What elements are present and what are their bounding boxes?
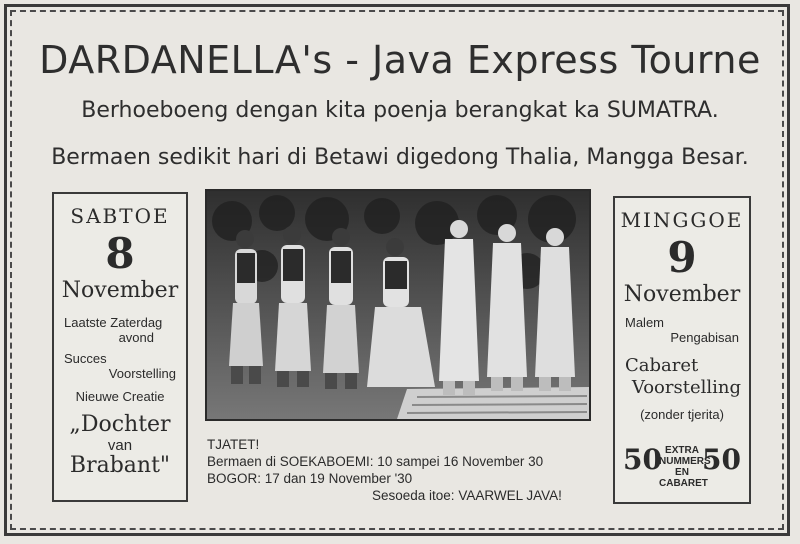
right-text-2a: Cabaret: [625, 355, 699, 376]
subtitle-line-1: Berhoeboeng dengan kita poenja berangkat ka SUMATRA.: [81, 98, 719, 123]
left-day: SABTOE: [70, 204, 170, 228]
left-text-3: Nieuwe Creatie: [75, 389, 165, 404]
right-num-left: 50: [623, 443, 662, 476]
left-text-2a: Succes: [64, 351, 107, 366]
left-date: 8: [105, 229, 135, 278]
left-text-1b: avond: [118, 330, 154, 345]
notes-block: [207, 437, 599, 505]
left-month: November: [61, 278, 179, 303]
photo-illustration: [207, 191, 589, 419]
note-line-1: TJATET!: [207, 437, 260, 452]
left-date-box: [52, 192, 188, 502]
left-title-3: Brabant": [69, 453, 171, 478]
note-line-4: Sesoeda itoe: VAARWEL JAVA!: [372, 488, 562, 503]
right-date: 9: [667, 233, 697, 282]
right-date-box: [613, 196, 751, 504]
extra-nummers-block: [615, 443, 749, 498]
troupe-photo: [205, 189, 591, 421]
subtitle-line-2: Bermaen sedikit hari di Betawi digedong Thalia, Mangga Besar.: [51, 145, 749, 170]
right-extra-4: CABARET: [659, 478, 708, 489]
note-line-3: BOGOR: 17 dan 19 November '30: [207, 471, 413, 486]
right-extra-text: [659, 445, 711, 489]
right-text-3: (zonder tjerita): [640, 407, 724, 422]
right-extra-1: EXTRA: [665, 445, 699, 456]
left-title-2: van: [107, 437, 133, 454]
right-day: MINGGOE: [620, 208, 744, 232]
right-extra-2: NUMMERS: [659, 456, 711, 467]
right-month: November: [623, 282, 741, 307]
left-text-1a: Laatste Zaterdag: [64, 315, 163, 330]
poster-title: DARDANELLA's - Java Express Tourne: [39, 38, 761, 82]
right-text-1b: Pengabisan: [670, 330, 739, 345]
right-extra-3: EN: [675, 467, 689, 478]
note-line-2: Bermaen di SOEKABOEMI: 10 sampei 16 November 30: [207, 454, 544, 469]
left-text-2b: Voorstelling: [108, 366, 176, 381]
right-text-1a: Malem: [625, 315, 665, 330]
right-num-right: 50: [702, 443, 741, 476]
right-text-2b: Voorstelling: [631, 377, 741, 398]
left-title-1: „Dochter: [69, 412, 171, 437]
